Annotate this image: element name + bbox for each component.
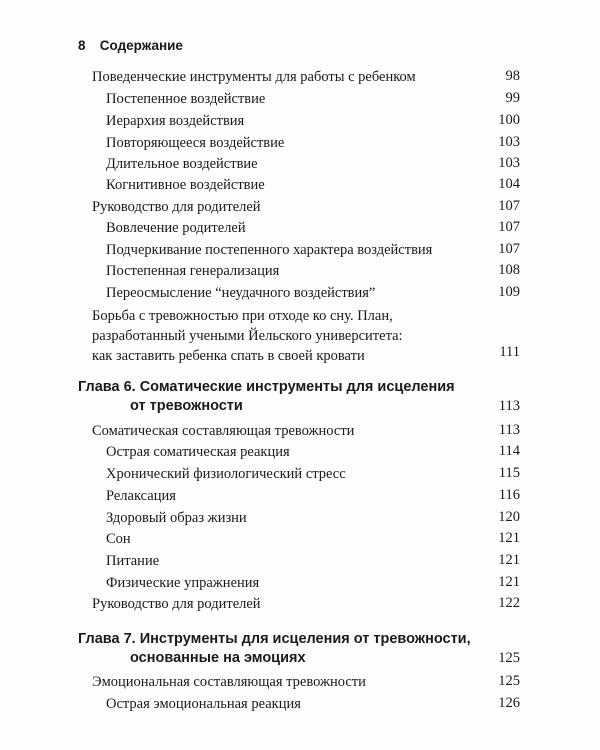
toc-page: 122 — [498, 595, 520, 611]
toc-entry: Питание — [106, 553, 160, 569]
toc-entry: Повторяющееся воздействие — [106, 135, 285, 151]
toc-page: 121 — [498, 530, 520, 546]
toc-page: 107 — [498, 198, 520, 214]
toc-entry: Когнитивное воздействие — [106, 177, 265, 193]
toc-page: 121 — [498, 574, 520, 590]
toc-page: 98 — [505, 68, 520, 84]
toc-page: 107 — [498, 219, 520, 235]
toc-page: 104 — [498, 176, 520, 192]
toc-entry: Руководство для родителей — [92, 596, 261, 612]
toc-entry: Сон — [106, 531, 131, 547]
toc-entry-bedtime-plan: Борьба с тревожностью при отходе ко сну. План, разработанный учеными Йельского университета: как заставить ребенка спать в своей кровати — [92, 308, 403, 364]
toc-page: 108 — [498, 262, 520, 278]
toc-page: 113 — [498, 398, 520, 414]
toc-page: 103 — [498, 155, 520, 171]
running-header — [78, 38, 183, 53]
toc-entry: Острая соматическая реакция — [106, 444, 290, 460]
toc-page: 107 — [498, 241, 520, 257]
toc-entry: Иерархия воздействия — [106, 113, 245, 129]
toc-entry: Релаксация — [106, 488, 176, 504]
toc-entry: Постепенная генерализация — [106, 263, 280, 279]
toc-page: 121 — [498, 552, 520, 568]
toc-page: 100 — [498, 112, 520, 128]
toc-page: 109 — [498, 284, 520, 300]
toc-page: 114 — [498, 443, 520, 459]
toc-page: 126 — [498, 695, 520, 711]
toc-entry: Эмоциональная составляющая тревожности — [92, 674, 366, 690]
toc-entry: Хронический физиологический стресс — [106, 466, 346, 482]
chapter-7-heading: Глава 7. Инструменты для исцеления от тревожности, основанные на эмоциях — [78, 631, 471, 666]
toc-entry: Здоровый образ жизни — [106, 510, 247, 526]
page-number: 8 — [78, 38, 86, 53]
toc-page: 111 — [499, 344, 520, 360]
chapter-6-heading: Глава 6. Соматические инструменты для исцеления от тревожности — [78, 379, 455, 414]
toc-entry: Острая эмоциональная реакция — [106, 696, 301, 712]
toc-entry: Длительное воздействие — [106, 156, 258, 172]
toc-page: 125 — [498, 650, 520, 666]
toc-entry: Постепенное воздействие — [106, 91, 266, 107]
toc-entry-behavioral-tools: Поведенческие инструменты для работы с ребенком — [92, 69, 416, 85]
toc-page: 120 — [498, 509, 520, 525]
toc-page: 115 — [498, 465, 520, 481]
toc-entry: Подчеркивание постепенного характера воздействия — [106, 242, 433, 258]
toc-entry: Физические упражнения — [106, 575, 260, 591]
running-title: Содержание — [99, 38, 183, 53]
toc-entry: Переосмысление “неудачного воздействия” — [106, 285, 376, 301]
toc-entry: Вовлечение родителей — [106, 220, 246, 236]
toc-entry: Соматическая составляющая тревожности — [92, 423, 355, 439]
toc-entry-parent-guide: Руководство для родителей — [92, 199, 261, 215]
toc-page: 99 — [505, 90, 520, 106]
toc-page: 103 — [498, 134, 520, 150]
toc-page: 125 — [498, 673, 520, 689]
toc-page: 116 — [498, 487, 520, 503]
toc-page: 113 — [498, 422, 520, 438]
